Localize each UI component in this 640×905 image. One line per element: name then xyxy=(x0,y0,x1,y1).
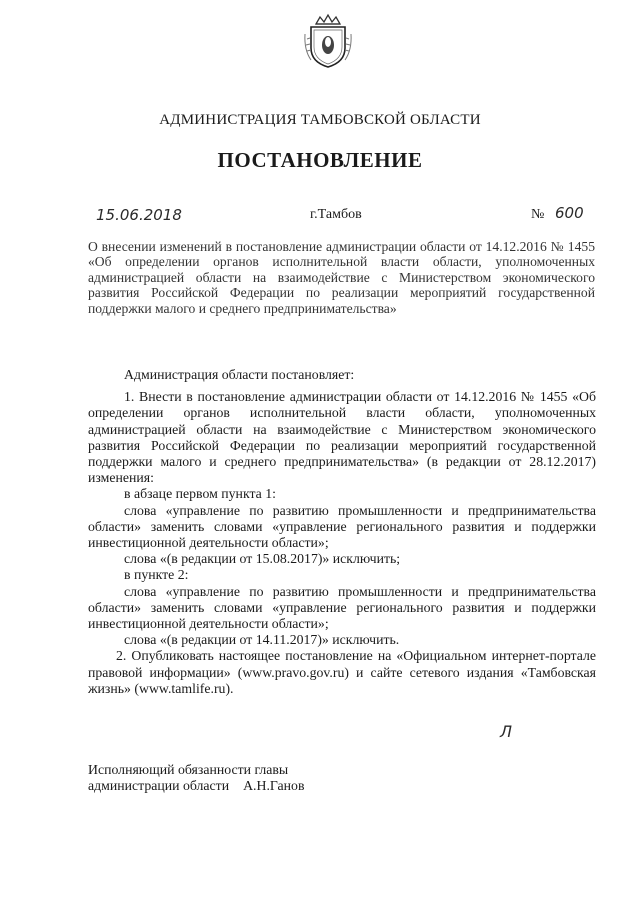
city-name: г.Тамбов xyxy=(310,207,362,222)
document-type-title: ПОСТАНОВЛЕНИЕ xyxy=(217,148,423,172)
document-body xyxy=(88,367,596,697)
signatory-position-text: администрации области xyxy=(88,778,230,793)
point-2-intro: в пункте 2: xyxy=(124,567,189,583)
organization-name: АДМИНИСТРАЦИЯ ТАМБОВСКОЙ ОБЛАСТИ xyxy=(159,112,481,128)
point-2-words-replacement: слова «управление по развитию промышленности и предпринимательства области» заменить словами «управление регионального развития и поддержки инвестиционной деятельности области»; xyxy=(88,583,596,632)
item-2-paragraph: 2. Опубликовать настоящее постановление на «Официальном интернет-портале правовой информации» (www.pravo.gov.ru) и сайте сетевого издания «Тамбовская жизнь» (www.tamlife.ru). xyxy=(88,648,596,696)
signatory-name: А.Н.Ганов xyxy=(243,778,305,793)
signatory-position-line-1: Исполняющий обязанности главы xyxy=(88,762,289,777)
coat-of-arms-emblem xyxy=(303,12,353,70)
number-sign: № xyxy=(531,207,545,222)
handwritten-date: 15.06.2018 xyxy=(96,206,182,224)
point-2-exclusion: слова «(в редакции от 14.11.2017)» исключить. xyxy=(124,632,400,648)
point-1-exclusion: слова «(в редакции от 15.08.2017)» исключить; xyxy=(124,551,401,567)
item-1-paragraph: 1. Внести в постановление администрации области от 14.12.2016 № 1455 «Об определении органов исполнительной власти области, уполномоченных администрацией области на взаимодействие с Министерством экономического развития Российской Федерации по реализации мероприятий государственной поддержки малого и среднего предпринимательства» (в редакции от 28.12.2017) изменения: xyxy=(88,389,596,486)
signature-block xyxy=(88,762,408,794)
point-1-intro: в абзаце первом пункта 1: xyxy=(124,486,276,502)
signatory-position-line-2 xyxy=(88,778,408,794)
point-1-words-replacement: слова «управление по развитию промышленности и предпринимательства области» заменить словами «управление регионального развития и поддержки инвестиционной деятельности области»; xyxy=(88,502,596,551)
handwritten-initials-mark: Л xyxy=(500,722,513,741)
document-subject: О внесении изменений в постановление администрации области от 14.12.2016 № 1455 «Об определении органов исполнительной власти области, уполномоченных администрацией области на взаимодействие с Министерством экономического развития Российской Федерации по реализации мероприятий государственной поддержки малого и среднего предпринимательства» xyxy=(88,239,595,316)
handwritten-document-number: 600 xyxy=(555,204,584,222)
lead-paragraph: Администрация области постановляет: xyxy=(124,367,355,382)
